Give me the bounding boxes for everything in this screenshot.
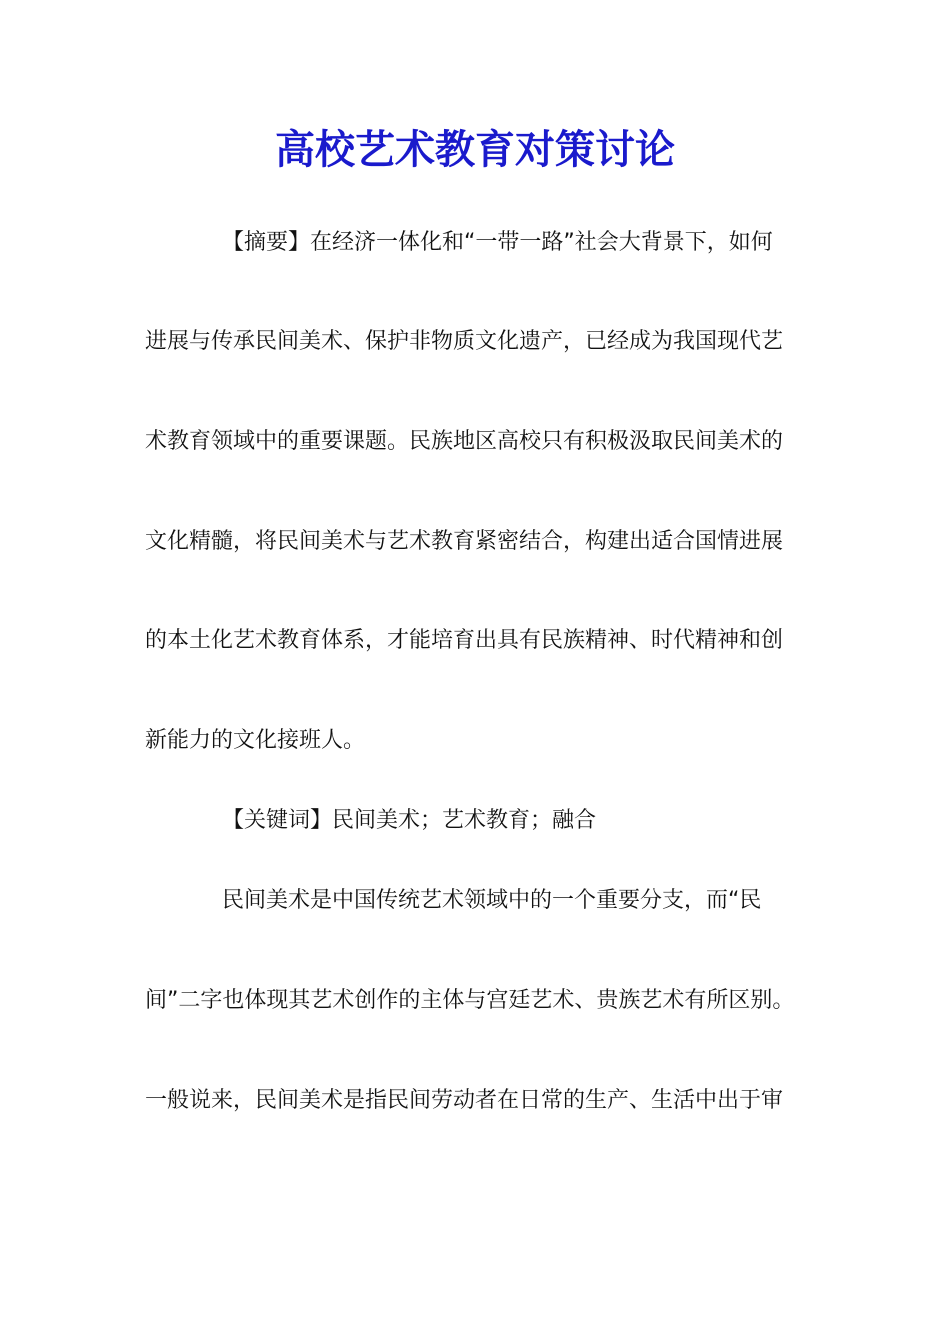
abstract-line-6: 新能力的文化接班人。: [145, 728, 366, 753]
document-title: 高校艺术教育对策讨论: [275, 126, 675, 173]
body-line-2: 间”二字也体现其艺术创作的主体与宫廷艺术、贵族艺术有所区别。: [145, 988, 795, 1013]
abstract-line-5: 的本土化艺术教育体系，才能培育出具有民族精神、时代精神和创: [145, 628, 784, 653]
abstract-line-4: 文化精髓，将民间美术与艺术教育紧密结合，构建出适合国情进展: [145, 529, 784, 554]
keywords-line: 【关键词】民间美术；艺术教育；融合: [222, 808, 597, 833]
abstract-line-1: 【摘要】在经济一体化和“一带一路”社会大背景下，如何: [222, 230, 773, 255]
abstract-line-3: 术教育领域中的重要课题。民族地区高校只有积极汲取民间美术的: [145, 429, 784, 454]
abstract-line-2: 进展与传承民间美术、保护非物质文化遗产，已经成为我国现代艺: [145, 329, 784, 354]
body-line-1: 民间美术是中国传统艺术领域中的一个重要分支，而“民: [222, 888, 762, 913]
body-line-3: 一般说来，民间美术是指民间劳动者在日常的生产、生活中出于审: [145, 1088, 784, 1113]
